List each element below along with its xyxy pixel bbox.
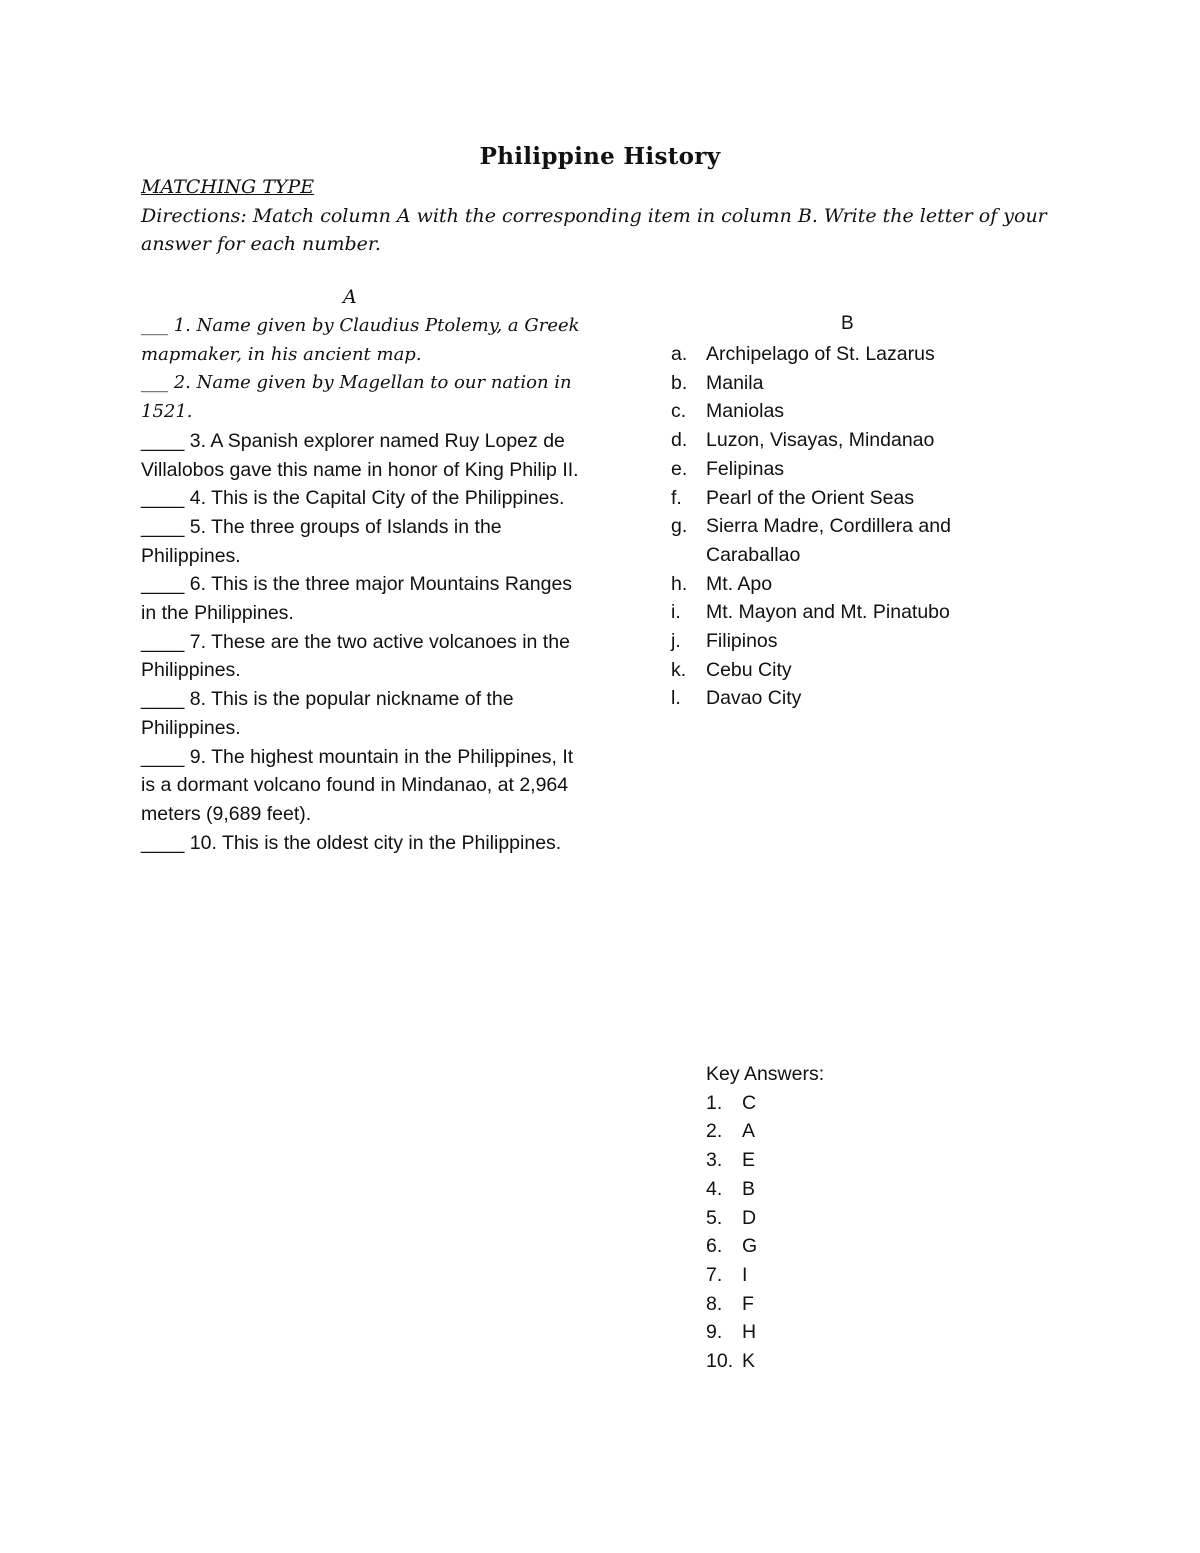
answer-number: 5. bbox=[706, 1206, 723, 1229]
choice-text: Maniolas bbox=[706, 400, 785, 423]
question-4: ____ 4. This is the Capital City of the Philippines. bbox=[141, 487, 565, 510]
answer-item bbox=[706, 1290, 824, 1319]
question-8: ____ 8. This is the popular nickname of the Philippines. bbox=[141, 688, 514, 739]
choice-d bbox=[671, 426, 1011, 455]
choice-letter: b. bbox=[671, 371, 688, 394]
choice-a bbox=[671, 340, 1011, 369]
choice-text: Mt. Mayon and Mt. Pinatubo bbox=[706, 601, 950, 624]
choice-i bbox=[671, 598, 1011, 627]
answer-item bbox=[706, 1117, 824, 1146]
answer-key bbox=[706, 1060, 824, 1376]
answer-item bbox=[706, 1204, 824, 1233]
column-a-heading: A bbox=[343, 286, 357, 308]
answer-item bbox=[706, 1318, 824, 1347]
question-5: ____ 5. The three groups of Islands in the Philippines. bbox=[141, 515, 502, 567]
answer-key-list bbox=[706, 1089, 824, 1376]
choice-text: Manila bbox=[706, 371, 764, 394]
choice-j bbox=[671, 627, 1011, 656]
answer-item bbox=[706, 1232, 824, 1261]
answer-number: 6. bbox=[706, 1235, 723, 1258]
choice-letter: g. bbox=[671, 515, 688, 538]
answer-number: 2. bbox=[706, 1120, 723, 1143]
column-b bbox=[671, 340, 1011, 713]
answer-number: 8. bbox=[706, 1292, 723, 1315]
choice-letter: a. bbox=[671, 343, 688, 365]
choice-k bbox=[671, 656, 1011, 685]
answer-item bbox=[706, 1347, 824, 1376]
choice-text: Felipinas bbox=[706, 457, 785, 480]
choice-letter: c. bbox=[671, 400, 687, 423]
choice-h bbox=[671, 570, 1011, 599]
choice-g bbox=[671, 512, 1011, 569]
choice-text: Sierra Madre, Cordillera and Caraballao bbox=[706, 515, 951, 566]
question-3: ____ 3. A Spanish explorer named Ruy Lopez de Villalobos gave this name in honor of King Philip II. bbox=[141, 429, 579, 481]
choice-letter: l. bbox=[671, 687, 681, 710]
answer-number: 7. bbox=[706, 1263, 723, 1286]
answer-item bbox=[706, 1261, 824, 1290]
column-b-heading: B bbox=[841, 313, 854, 334]
question-1: ___ 1. Name given by Claudius Ptolemy, a Greek mapmaker, in his ancient map. bbox=[141, 315, 580, 365]
choice-letter: d. bbox=[671, 429, 688, 452]
choice-letter: k. bbox=[671, 658, 687, 681]
answer-letter: H bbox=[742, 1321, 757, 1344]
answer-number: 4. bbox=[706, 1177, 723, 1200]
answer-number: 3. bbox=[706, 1149, 723, 1172]
answer-letter: K bbox=[742, 1350, 756, 1373]
answer-item bbox=[706, 1175, 824, 1204]
answer-letter: B bbox=[742, 1177, 756, 1200]
answer-number: 9. bbox=[706, 1321, 723, 1344]
answer-item bbox=[706, 1146, 824, 1175]
choice-e bbox=[671, 455, 1011, 484]
choice-letter: f. bbox=[671, 486, 682, 509]
choice-letter: j. bbox=[671, 630, 681, 653]
choice-letter: i. bbox=[671, 601, 681, 624]
answer-letter: E bbox=[742, 1149, 756, 1172]
choice-b bbox=[671, 369, 1011, 398]
answer-letter: F bbox=[742, 1292, 754, 1315]
choice-letter: h. bbox=[671, 572, 688, 595]
answer-letter: I bbox=[742, 1263, 748, 1286]
choice-letter: e. bbox=[671, 457, 688, 480]
question-7: ____ 7. These are the two active volcanoes in the Philippines. bbox=[141, 630, 570, 682]
question-6: ____ 6. This is the three major Mountains Ranges in the Philippines. bbox=[141, 573, 573, 625]
column-a bbox=[141, 312, 581, 857]
choice-text: Archipelago of St. Lazarus bbox=[706, 343, 935, 365]
answer-item bbox=[706, 1089, 824, 1118]
choice-text: Mt. Apo bbox=[706, 572, 773, 595]
question-9: ____ 9. The highest mountain in the Philippines, It is a dormant volcano found in Mindanao, at 2,964 meters (9,689 feet). bbox=[141, 745, 574, 825]
answer-letter: A bbox=[742, 1120, 756, 1143]
choice-l bbox=[671, 684, 1011, 713]
choice-text: Davao City bbox=[706, 687, 802, 710]
choice-text: Pearl of the Orient Seas bbox=[706, 486, 915, 509]
directions: Directions: Match column A with the corresponding item in column B. Write the letter of your answer for each number. bbox=[141, 205, 1047, 255]
choice-text: Luzon, Visayas, Mindanao bbox=[706, 429, 935, 452]
question-2: ___ 2. Name given by Magellan to our nation in 1521. bbox=[141, 372, 572, 423]
answer-letter: D bbox=[742, 1206, 757, 1229]
page-title: Philippine History bbox=[479, 143, 721, 170]
answer-key-heading: Key Answers: bbox=[706, 1063, 825, 1085]
choice-f bbox=[671, 484, 1011, 513]
answer-number: 1. bbox=[706, 1091, 723, 1114]
answer-number: 10. bbox=[706, 1350, 734, 1373]
choice-c bbox=[671, 397, 1011, 426]
choice-text: Cebu City bbox=[706, 658, 792, 681]
section-label: MATCHING TYPE bbox=[141, 176, 315, 198]
answer-letter: C bbox=[742, 1091, 757, 1114]
choice-text: Filipinos bbox=[706, 630, 778, 653]
answer-letter: G bbox=[742, 1235, 758, 1258]
question-10: ____ 10. This is the oldest city in the Philippines. bbox=[141, 831, 562, 854]
